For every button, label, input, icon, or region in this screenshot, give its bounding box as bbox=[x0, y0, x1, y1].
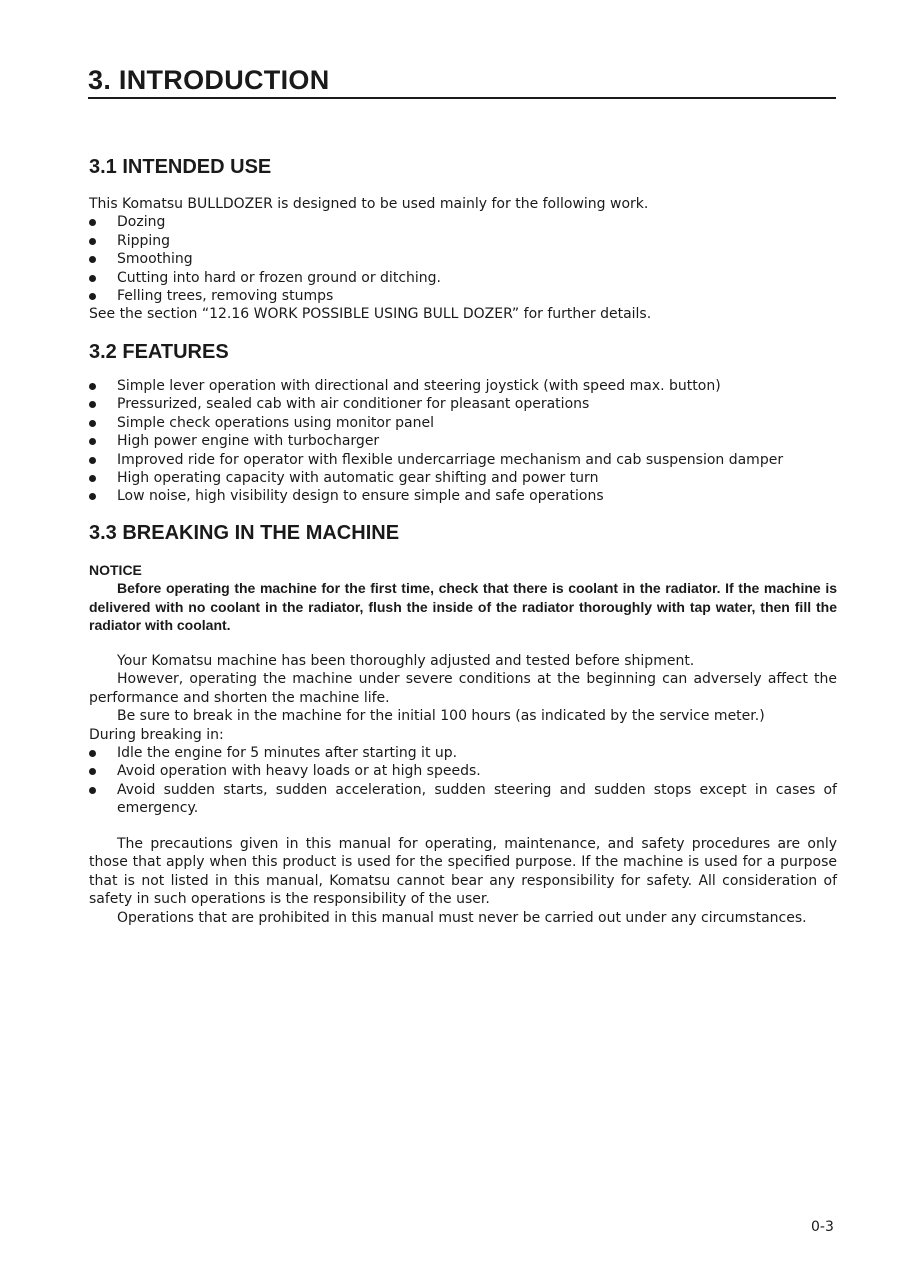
list-item bbox=[89, 395, 837, 413]
bullet-icon bbox=[89, 383, 96, 390]
prohibited-para: Operations that are prohibited in this manual must never be carried out under any circumstances. bbox=[117, 909, 807, 926]
list-item-text: Avoid operation with heavy loads or at high speeds. bbox=[117, 763, 481, 780]
list-item-text: Dozing bbox=[117, 214, 166, 231]
bullet-icon bbox=[89, 493, 96, 500]
notice-text: Before operating the machine for the first time, check that there is coolant in the radiator. If the machine is delivered with no coolant in the radiator, flush the inside of the radiator thoroughly with tap water, then fill the radiator with coolant. bbox=[89, 580, 837, 634]
bullet-icon bbox=[89, 420, 96, 427]
section-title-intended-use: 3.1 INTENDED USE bbox=[89, 156, 272, 178]
list-item bbox=[89, 781, 837, 818]
intended-use-intro: This Komatsu BULLDOZER is designed to be used mainly for the following work. bbox=[89, 196, 649, 212]
list-item bbox=[89, 232, 837, 250]
list-item bbox=[89, 213, 837, 231]
bullet-icon bbox=[89, 238, 96, 245]
list-item bbox=[89, 487, 837, 505]
list-item bbox=[89, 269, 837, 287]
list-item-text: Low noise, high visibility design to ensure simple and safe operations bbox=[117, 488, 604, 505]
list-item-text: Simple check operations using monitor panel bbox=[117, 414, 434, 431]
page-number: 0-3 bbox=[811, 1219, 834, 1235]
list-item-text: Simple lever operation with directional and steering joystick (with speed max. button) bbox=[117, 378, 721, 394]
breaking-in-para-2: However, operating the machine under severe conditions at the beginning can adversely affect the performance and shorten the machine life. bbox=[89, 671, 837, 706]
precautions-para: The precautions given in this manual for operating, maintenance, and safety procedures are only those that apply when this product is used for the specified purpose. If the machine is used for a purpose that is not listed in this manual, Komatsu cannot bear any responsibility for safety. All consideration of safety in such operations is the responsibility of the user. bbox=[89, 836, 837, 908]
intended-use-list bbox=[89, 213, 837, 305]
list-item-text: High power engine with turbocharger bbox=[117, 433, 380, 450]
section-title-features: 3.2 FEATURES bbox=[89, 341, 229, 363]
list-item bbox=[89, 744, 837, 762]
list-item-text: Idle the engine for 5 minutes after starting it up. bbox=[117, 745, 458, 762]
bullet-icon bbox=[89, 475, 96, 482]
intended-use-body bbox=[89, 195, 837, 324]
list-item-text: Felling trees, removing stumps bbox=[117, 288, 334, 305]
intended-use-see-also: See the section “12.16 WORK POSSIBLE USING BULL DOZER” for further details. bbox=[89, 306, 652, 323]
list-item bbox=[89, 287, 837, 305]
list-item bbox=[89, 414, 837, 432]
breaking-in-during: During breaking in: bbox=[89, 726, 224, 743]
list-item-text: Improved ride for operator with flexible undercarriage mechanism and cab suspension damper bbox=[117, 451, 784, 468]
list-item-text: Smoothing bbox=[117, 251, 193, 268]
list-item-text: Pressurized, sealed cab with air conditioner for pleasant operations bbox=[117, 396, 590, 413]
breaking-in-para-3: Be sure to break in the machine for the initial 100 hours (as indicated by the service meter.) bbox=[117, 708, 765, 725]
list-item-text: High operating capacity with automatic gear shifting and power turn bbox=[117, 470, 599, 487]
list-item bbox=[89, 432, 837, 450]
list-item bbox=[89, 250, 837, 268]
bullet-icon bbox=[89, 275, 96, 282]
section-title-breaking-in: 3.3 BREAKING IN THE MACHINE bbox=[89, 522, 400, 544]
bullet-icon bbox=[89, 438, 96, 445]
bullet-icon bbox=[89, 401, 96, 408]
bullet-icon bbox=[89, 457, 96, 464]
list-item bbox=[89, 451, 837, 469]
bullet-icon bbox=[89, 750, 96, 757]
list-item bbox=[89, 469, 837, 487]
bullet-icon bbox=[89, 768, 96, 775]
list-item bbox=[89, 762, 837, 780]
list-item bbox=[89, 377, 837, 395]
list-item-text: Ripping bbox=[117, 232, 171, 249]
bullet-icon bbox=[89, 256, 96, 263]
list-item-text: Avoid sudden starts, sudden acceleration, sudden steering and sudden stops except in cases of emergency. bbox=[117, 781, 837, 817]
bullet-icon bbox=[89, 787, 96, 794]
features-list bbox=[89, 377, 837, 506]
list-item-text: Cutting into hard or frozen ground or ditching. bbox=[117, 269, 441, 286]
precautions-body bbox=[89, 835, 837, 927]
breaking-in-list bbox=[89, 744, 837, 818]
breaking-in-body bbox=[89, 652, 837, 818]
chapter-title: 3. INTRODUCTION bbox=[88, 64, 836, 99]
bullet-icon bbox=[89, 293, 96, 300]
bullet-icon bbox=[89, 219, 96, 226]
notice-label: NOTICE bbox=[89, 562, 142, 578]
features-body bbox=[89, 377, 837, 506]
breaking-in-para-1: Your Komatsu machine has been thoroughly adjusted and tested before shipment. bbox=[117, 653, 695, 669]
